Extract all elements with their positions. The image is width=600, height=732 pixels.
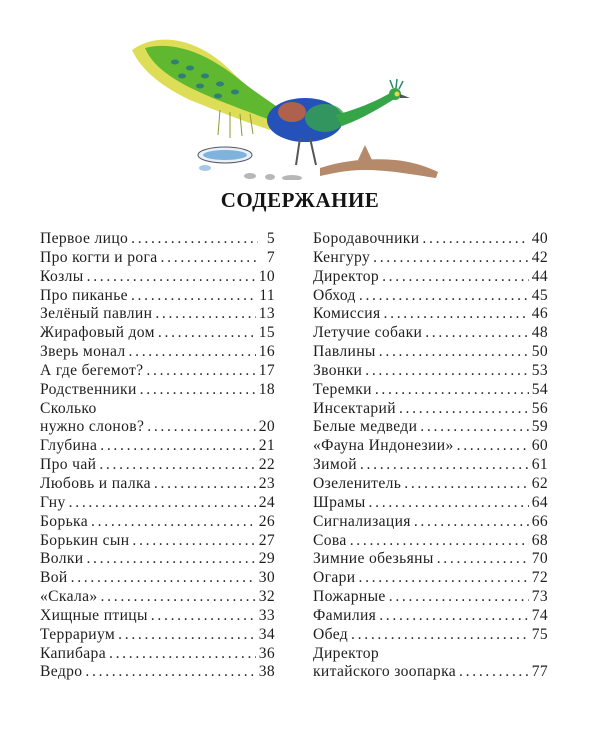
toc-column-left [40,230,275,682]
dot-leader [457,437,529,456]
dot-leader [379,607,529,626]
toc-entry-title: Зимние обезьяны [313,550,434,568]
toc-entry[interactable] [40,626,275,645]
toc-entry[interactable] [40,249,275,268]
toc-entry-page-number: 68 [531,531,548,549]
toc-entry-title: Волки [40,550,84,568]
toc-entry-title: нужно слонов? [40,418,145,436]
toc-entry-title: Борькин сын [40,531,130,549]
toc-entry[interactable] [313,249,548,268]
toc-entry-title-line1: Сколько [40,399,97,417]
dot-leader [86,550,255,569]
dot-leader [109,645,256,664]
dot-leader [154,475,256,494]
toc-entry-page-number: 21 [258,437,275,455]
toc-entry-title-line1: Директор [313,644,380,662]
toc-entry-page-number: 72 [531,569,548,587]
toc-entry-page-number: 40 [531,230,548,247]
peacock-illustration [120,10,440,180]
toc-entry-title: Пожарные [313,588,386,606]
dot-leader [161,249,258,268]
toc-entry-title: Первое лицо [40,230,129,247]
toc-entry[interactable] [40,418,275,437]
toc-entry-page-number: 13 [258,305,275,323]
dot-leader [100,437,255,456]
toc-entry-page-number: 29 [258,550,275,568]
toc-entry[interactable] [313,663,548,682]
toc-entry-title: Капибара [40,644,106,662]
toc-entry[interactable] [40,663,275,682]
dot-leader [425,324,529,343]
toc-entry[interactable] [313,230,548,249]
toc-entry[interactable] [40,607,275,626]
toc-entry-title: Про когти и рога [40,248,158,266]
toc-entry[interactable] [313,456,548,475]
toc-entry-title: Кенгуру [313,248,371,266]
toc-entry[interactable] [40,287,275,306]
dot-leader [375,381,529,400]
toc-entry-title: Вой [40,569,68,587]
toc-entry-title: Зелёный павлин [40,305,153,323]
toc-entry-page-number: 30 [258,569,275,587]
toc-entry[interactable] [313,494,548,513]
toc-entry[interactable] [40,569,275,588]
toc-entry-title: Комиссия [313,305,381,323]
dot-leader [91,513,256,532]
toc-entry-title: Сова [313,531,347,549]
toc-entry-page-number: 18 [258,380,275,398]
toc-entry-page-number: 66 [531,512,548,530]
toc-entry-first-line [313,645,548,664]
toc-entry-title: Фамилия [313,606,377,624]
toc-entry[interactable] [40,532,275,551]
toc-entry[interactable] [313,588,548,607]
toc-entry-page-number: 15 [258,324,275,342]
dot-leader [358,569,528,588]
toc-entry-title: «Фауна Индонезии» [313,437,454,455]
toc-entry[interactable] [40,588,275,607]
toc-entry-first-line [40,400,275,419]
toc-entry-title: Зимой [313,456,357,474]
toc-entry-title: Сигнализация [313,512,411,530]
toc-entry-page-number: 11 [259,286,275,304]
dot-leader [369,494,529,513]
toc-entry[interactable] [313,437,548,456]
toc-entry-title: Жирафовый дом [40,324,155,342]
toc-column-right [313,230,548,682]
toc-entry-title: Летучие собаки [313,324,423,342]
toc-entry-page-number: 16 [258,343,275,361]
toc-entry-title: Гну [40,493,66,511]
toc-entry-page-number: 53 [531,361,548,379]
toc-entry-title: Озеленитель [313,474,402,492]
toc-entry-title: Про чай [40,456,97,474]
page-title: СОДЕРЖАНИЕ [220,188,380,212]
toc-entry-page-number: 75 [531,625,548,643]
dot-leader [85,663,255,682]
toc-entry[interactable] [40,437,275,456]
toc-entry-title: Глубина [40,437,98,455]
dot-leader [132,532,255,551]
dot-leader [389,588,529,607]
toc-entry[interactable] [40,513,275,532]
toc-entry[interactable] [313,400,548,419]
toc-entry-title: Бородавочники [313,230,420,247]
toc-entry-title: Родственники [40,380,137,398]
toc-entry[interactable] [313,513,548,532]
toc-entry[interactable] [313,569,548,588]
dot-leader [146,362,255,381]
toc-entry-page-number: 36 [258,644,275,662]
toc-entry-page-number: 22 [258,456,275,474]
dot-leader [360,456,529,475]
toc-entry-page-number: 17 [258,361,275,379]
toc-entry[interactable] [313,305,548,324]
toc-entry-title: Обход [313,286,356,304]
toc-entry-page-number: 60 [531,437,548,455]
toc-entry[interactable] [40,268,275,287]
toc-entry-title: Шрамы [313,493,366,511]
toc-entry-page-number: 56 [531,399,548,417]
dot-leader [437,550,529,569]
toc-entry-page-number: 74 [531,606,548,624]
toc-entry-title: Террариум [40,625,116,643]
toc-entry-title: Павлины [313,343,376,361]
toc-entry-title: «Скала» [40,588,98,606]
toc-entry-page-number: 33 [258,606,275,624]
toc-entry-title: Любовь и палка [40,474,151,492]
toc-entry-page-number: 32 [258,588,275,606]
toc-entry[interactable] [40,305,275,324]
toc-entry-page-number: 77 [531,663,548,681]
toc-entry-page-number: 42 [531,248,548,266]
dot-leader [351,626,529,645]
dot-leader [69,494,256,513]
dot-leader [147,418,255,437]
toc-entry[interactable] [40,550,275,569]
toc-entry[interactable] [40,324,275,343]
toc-entry-title: Ведро [40,663,83,681]
dot-leader [99,456,255,475]
toc-entry[interactable] [313,532,548,551]
toc-entry-page-number: 54 [531,380,548,398]
dot-leader [350,532,529,551]
toc-entry[interactable] [313,626,548,645]
dot-leader [365,362,528,381]
toc-entry-page-number: 45 [531,286,548,304]
toc-entry-page-number: 24 [258,493,275,511]
dot-leader [384,305,529,324]
dot-leader [420,418,528,437]
toc-entry-title: Огари [313,569,356,587]
toc-entry-title: Зверь монал [40,343,126,361]
dot-leader [382,268,529,287]
toc-entry-title: Обед [313,625,349,643]
dot-leader [414,513,529,532]
toc-entry-page-number: 34 [258,625,275,643]
toc-entry[interactable] [313,287,548,306]
toc-entry[interactable] [313,418,548,437]
toc-entry-title: Звонки [313,361,363,379]
dot-leader [373,249,529,268]
toc-entry-title: Инсектарий [313,399,396,417]
dot-leader [131,287,256,306]
toc-entry[interactable] [313,324,548,343]
toc-entry-page-number: 73 [531,588,548,606]
dot-leader [379,343,529,362]
toc-entry-page-number: 23 [258,474,275,492]
toc-entry-page-number: 59 [531,418,548,436]
dot-leader [399,400,529,419]
toc-entry-title: Про пиканье [40,286,128,304]
toc-entry[interactable] [313,607,548,626]
toc-entry[interactable] [40,343,275,362]
toc-entry-title: А где бегемот? [40,361,144,379]
dot-leader [158,324,256,343]
dot-leader [71,569,256,588]
toc-entry[interactable] [40,645,275,664]
dot-leader [118,626,256,645]
toc-entry-page-number: 26 [258,512,275,530]
toc-entry[interactable] [40,381,275,400]
toc-entry-page-number: 48 [531,324,548,342]
toc-entry-title: Директор [313,267,380,285]
toc-entry-page-number: 70 [531,550,548,568]
toc-entry[interactable] [40,456,275,475]
dot-leader [131,230,258,249]
toc-entry-page-number: 61 [531,456,548,474]
toc-entry[interactable] [40,362,275,381]
dot-leader [87,268,256,287]
toc-entry-title: китайского зоопарка [313,663,457,681]
toc-entry[interactable] [313,362,548,381]
toc-entry-page-number: 50 [531,343,548,361]
dot-leader [155,305,255,324]
dot-leader [422,230,528,249]
toc-entry-page-number: 44 [531,267,548,285]
toc-entry[interactable] [313,381,548,400]
toc-entry-page-number: 62 [531,474,548,492]
toc-entry-title: Хищные птицы [40,606,148,624]
toc-entry-title: Теремки [313,380,372,398]
dot-leader [459,663,529,682]
toc-entry-title: Белые медведи [313,418,418,436]
toc-entry-title: Козлы [40,267,84,285]
toc-entry-page-number: 64 [531,493,548,511]
toc-entry[interactable] [313,550,548,569]
toc-entry[interactable] [40,494,275,513]
dot-leader [129,343,256,362]
dot-leader [140,381,256,400]
toc-entry-page-number: 27 [258,531,275,549]
toc-entry[interactable] [40,230,275,249]
toc-entry[interactable] [313,475,548,494]
dot-leader [404,475,528,494]
toc-entry[interactable] [40,475,275,494]
dot-leader [101,588,256,607]
dot-leader [359,287,529,306]
dot-leader [151,607,256,626]
toc-entry-page-number: 20 [258,418,275,436]
toc-entry[interactable] [313,343,548,362]
toc-entry-page-number: 5 [266,230,275,247]
toc-entry-page-number: 7 [266,248,275,266]
toc-entry[interactable] [313,268,548,287]
toc-entry-page-number: 10 [258,267,275,285]
toc-entry-title: Борька [40,512,89,530]
toc-entry-page-number: 38 [258,663,275,681]
toc-entry-page-number: 46 [531,305,548,323]
